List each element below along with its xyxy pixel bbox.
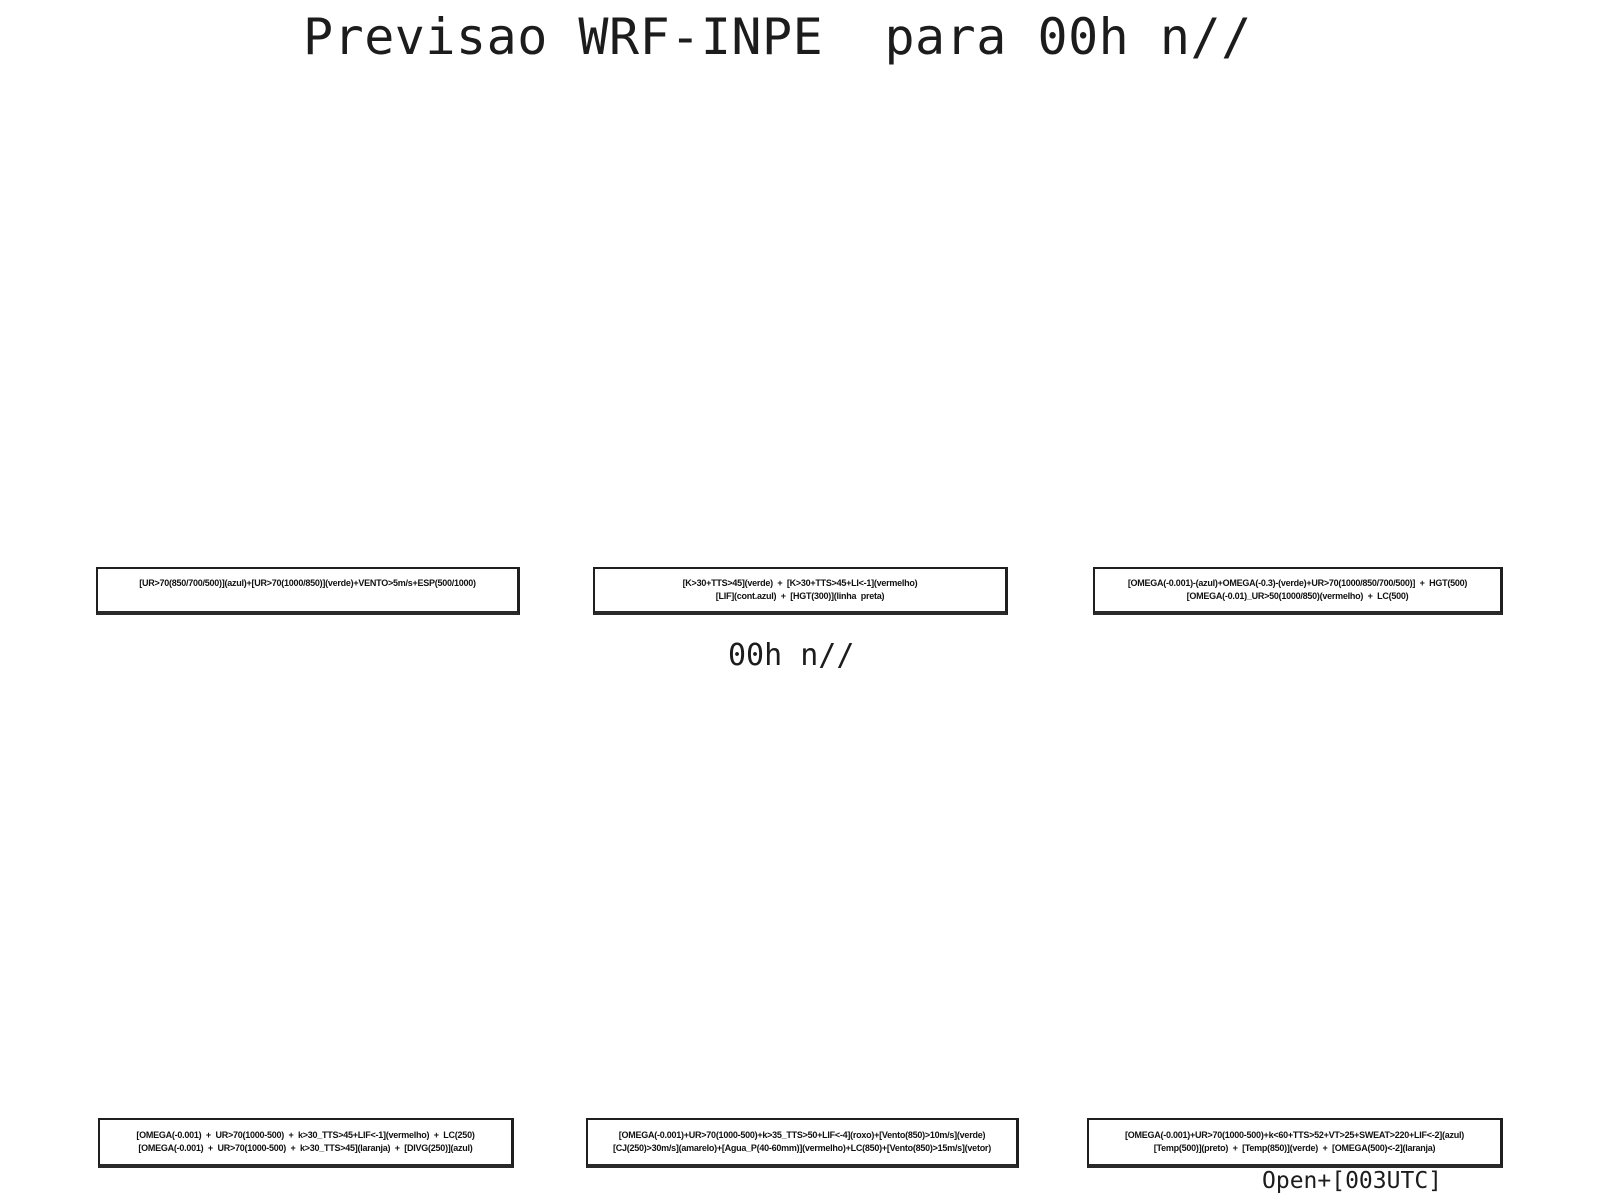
caption-line: [OMEGA(-0.01)_UR>50(1000/850)(vermelho) + LC(500) xyxy=(1186,591,1409,601)
footer-open-utc-label: Open+[003UTC] xyxy=(1262,1168,1443,1194)
caption-line: [Temp(500)](preto) + [Temp(850)](verde) + [OMEGA(500)<-2](laranja) xyxy=(1153,1143,1436,1153)
caption-box-bottom-right xyxy=(1087,1118,1503,1168)
page-title: Previsao WRF-INPE para 00h n// xyxy=(303,8,1252,66)
caption-line: [OMEGA(-0.001)+UR>70(1000-500)+k>35_TTS>50+LIF<-4](roxo)+[Vento(850)>10m/s](verde) xyxy=(618,1130,986,1140)
caption-line: [LIF](cont.azul) + [HGT(300)](linha preta) xyxy=(715,591,885,601)
caption-box-top-center xyxy=(593,567,1008,615)
caption-box-top-right xyxy=(1093,567,1503,615)
caption-line: [OMEGA(-0.001) + UR>70(1000-500) + k>30_TTS>45+LIF<-1](vermelho) + LC(250) xyxy=(136,1130,475,1140)
caption-line: [OMEGA(-0.001)-(azul)+OMEGA(-0.3)-(verde)+UR>70(1000/850/700/500)] + HGT(500) xyxy=(1127,578,1468,588)
mid-page-time-label: 00h n// xyxy=(728,638,855,673)
caption-line: [OMEGA(-0.001)+UR>70(1000-500)+k<60+TTS>52+VT>25+SWEAT>220+LIF<-2](azul) xyxy=(1125,1130,1464,1140)
caption-line: [CJ(250)>30m/s](amarelo)+[Agua_P(40-60mm)](vermelho)+LC(850)+[Vento(850)>15m/s](vetor) xyxy=(613,1143,991,1153)
caption-box-bottom-left xyxy=(98,1118,514,1168)
caption-box-top-left xyxy=(96,567,520,615)
caption-line: [K>30+TTS>45](verde) + [K>30+TTS>45+LI<-1](vermelho) xyxy=(682,578,918,588)
caption-line: [OMEGA(-0.001) + UR>70(1000-500) + k>30_TTS>45](laranja) + [DIVG(250)](azul) xyxy=(138,1143,473,1153)
caption-box-bottom-center xyxy=(586,1118,1019,1168)
caption-line: [UR>70(850/700/500)](azul)+[UR>70(1000/850)](verde)+VENTO>5m/s+ESP(500/1000) xyxy=(139,578,476,588)
